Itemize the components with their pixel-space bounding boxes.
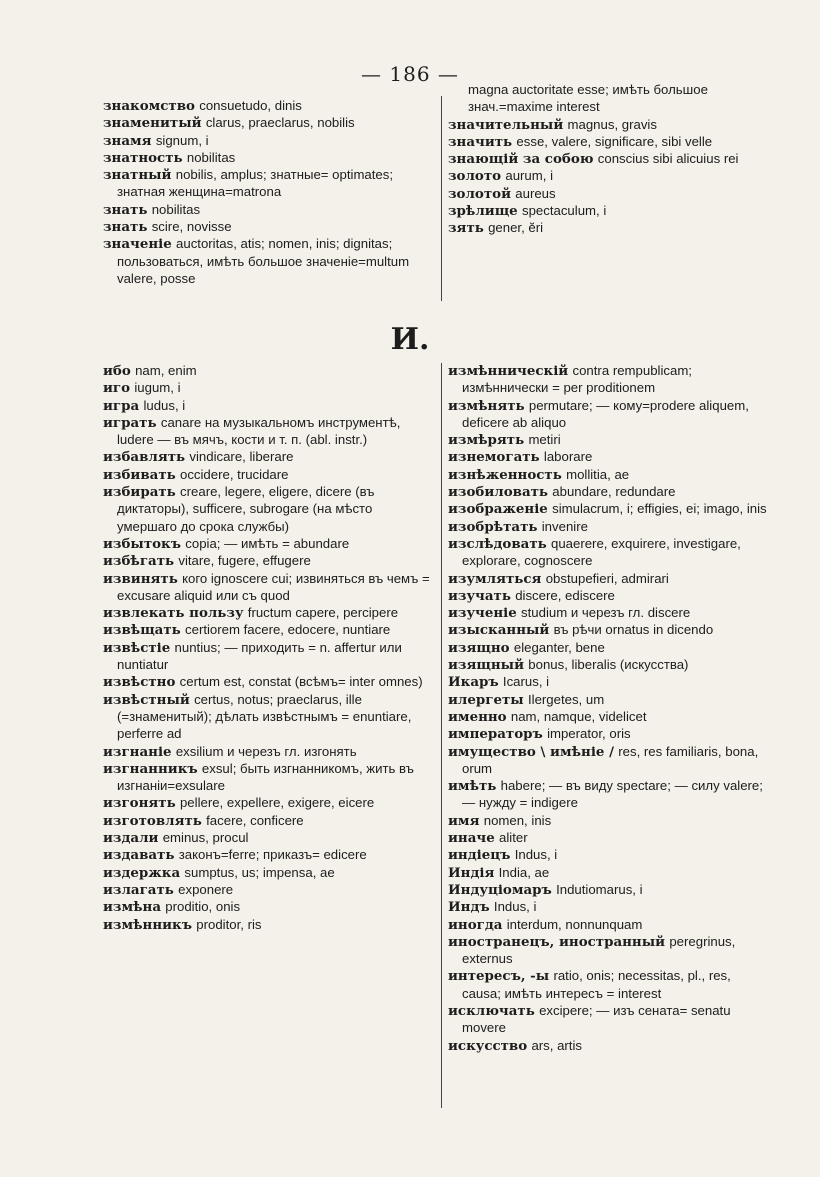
entry-translation: Icarus, i [502, 674, 550, 690]
entry-headword: искусство [448, 1037, 528, 1054]
entry-translation: clarus, praeclarus, nobilis [205, 115, 355, 131]
entry-headword: илергеты [448, 691, 524, 708]
dictionary-entry [448, 726, 770, 743]
entry-translation: eleganter, bene [513, 639, 605, 655]
entry-headword: изящно [448, 639, 510, 656]
entry-headword: извѣстный [103, 691, 190, 708]
entry-headword: значеніе [103, 236, 172, 253]
entry-headword: извѣщать [103, 622, 181, 639]
entry-translation: proditor, ris [196, 916, 262, 932]
entry-translation: кого ignoscere cui; извиняться въ чемъ = excusare aliquid или съ quod [117, 570, 430, 603]
column-divider-top [441, 96, 442, 301]
entry-translation: gener, ĕri [488, 220, 544, 236]
entry-translation: creare, legere, eligere, dicere (въ диктаторы), sufficere, subrogare (на мѣсто умершаго до срока службы) [117, 484, 375, 534]
entry-headword: значить [448, 133, 513, 150]
entry-headword: изумляться [448, 570, 542, 587]
entry-translation: laborare [543, 449, 593, 465]
dictionary-entry [103, 813, 435, 830]
dictionary-entry [448, 571, 770, 588]
entry-headword: иначе [448, 830, 495, 847]
entry-translation: nam, enim [135, 363, 197, 378]
entry-headword: игра [103, 397, 140, 414]
entry-headword: измѣна [103, 899, 162, 916]
dictionary-entry [448, 117, 770, 134]
entry-translation: aliter [499, 830, 528, 846]
dictionary-entry [448, 449, 770, 466]
entry-headword: золотой [448, 185, 512, 202]
dictionary-entry [448, 865, 770, 882]
entry-translation: exsilium и черезъ гл. изгонять [175, 743, 357, 759]
dictionary-entry [448, 847, 770, 864]
entry-headword: изгнанникъ [103, 760, 198, 777]
entry-translation: interdum, nonnunquam [506, 916, 643, 932]
entry-translation: peregrinus, externus [462, 933, 736, 967]
dictionary-entry [103, 795, 435, 812]
dictionary-entry [103, 449, 435, 466]
entry-translation: India, ae [498, 864, 550, 880]
dictionary-entry [103, 882, 435, 899]
entry-translation: magna auctoritate esse; имѣть большое знач.=maxime interest [468, 82, 708, 115]
entry-headword: излагать [103, 881, 174, 898]
dictionary-entry [448, 588, 770, 605]
entry-headword: значительный [448, 116, 564, 133]
dictionary-entry [448, 151, 770, 168]
entry-translation: ars, artis [531, 1037, 582, 1053]
entry-headword: изготовлять [103, 812, 202, 829]
dictionary-entry [103, 398, 435, 415]
entry-headword: избирать [103, 484, 176, 501]
entry-translation: pellere, expellere, exigere, eicere [179, 795, 375, 811]
entry-translation: imperator, oris [547, 726, 631, 742]
dictionary-entry [448, 536, 770, 571]
entry-headword: имя [448, 812, 480, 829]
entry-translation: magnus, gravis [567, 116, 657, 132]
dictionary-entry [448, 1003, 770, 1038]
dictionary-entry [448, 203, 770, 220]
entry-translation: certus, notus; praeclarus, ille (=знаменитый); дѣлать извѣстнымъ = enuntiare, perferre ad [117, 691, 412, 742]
dictionary-entry [103, 467, 435, 484]
entry-translation: nobilis, amplus; знатные= optimates; знатная женщина=matrona [117, 167, 394, 200]
entry-translation: invenire [541, 518, 588, 534]
entry-translation: contra rempublicam; измѣннически = per proditionem [462, 363, 692, 396]
entry-translation: bonus, liberalis (искусства) [528, 657, 689, 673]
entry-headword: изгнаніе [103, 743, 172, 760]
dictionary-entry [103, 674, 435, 691]
dictionary-entry [103, 692, 435, 744]
dictionary-entry [103, 553, 435, 570]
entry-translation: quaerere, exquirere, investigare, explorare, cognoscere [462, 535, 741, 569]
entry-headword: ибо [103, 363, 131, 379]
dictionary-entry [103, 133, 435, 150]
entry-headword: исключать [448, 1002, 535, 1019]
dictionary-entry [448, 1038, 770, 1055]
page-number: — 186 — [361, 62, 459, 86]
entry-translation: occidere, trucidare [179, 466, 289, 482]
entry-translation: aureus [515, 185, 556, 201]
entry-headword: Икаръ [448, 674, 499, 691]
entry-headword: имѣть [448, 778, 497, 795]
entry-translation: Indus, i [514, 847, 558, 863]
entry-headword: извлекать пользу [103, 605, 244, 622]
dictionary-entry [448, 744, 770, 779]
entry-translation: fructum capere, percipere [247, 605, 399, 621]
entry-headword: извинять [103, 570, 178, 587]
entry-headword: извѣстіе [103, 639, 171, 656]
entry-translation: habere; — въ виду spectare; — силу valere; — нужду = indigere [462, 778, 763, 811]
entry-headword: именно [448, 708, 507, 725]
entry-headword: избавлять [103, 449, 186, 466]
dictionary-entry [448, 432, 770, 449]
entry-headword: зять [448, 220, 484, 237]
dictionary-entry [448, 968, 770, 1003]
entry-translation: exponere [178, 881, 234, 897]
entry-headword: зрѣлище [448, 203, 518, 220]
dictionary-entry [103, 865, 435, 882]
entry-translation: законъ=ferre; приказъ= edicere [178, 847, 367, 863]
entry-translation: proditio, onis [165, 899, 241, 915]
dictionary-entry [103, 622, 435, 639]
entry-translation: copia; — имѣть = abundare [185, 535, 350, 551]
entry-headword: изящный [448, 657, 525, 674]
dictionary-entry [448, 467, 770, 484]
entry-headword: иго [103, 380, 131, 397]
entry-headword: избивать [103, 466, 176, 483]
dictionary-entry [103, 380, 435, 397]
dictionary-entry [103, 98, 435, 115]
entry-translation: spectaculum, i [521, 203, 607, 219]
entry-translation: discere, ediscere [515, 587, 615, 603]
entry-translation: въ рѣчи ornatus in dicendo [553, 622, 714, 638]
entry-translation: simulacrum, i; effigies, ei; imago, inis [552, 501, 767, 517]
dictionary-entry [103, 219, 435, 236]
entry-translation: certiorem facere, edocere, nuntiare [185, 622, 391, 638]
entry-headword: знатность [103, 149, 183, 166]
dictionary-entry [448, 168, 770, 185]
entry-headword: императоръ [448, 726, 543, 743]
dictionary-entry [448, 220, 770, 237]
dictionary-entry [448, 813, 770, 830]
dictionary-entry [103, 744, 435, 761]
dictionary-entry [448, 778, 770, 813]
dictionary-entry [448, 830, 770, 847]
entry-headword: измѣнникъ [103, 916, 193, 933]
dictionary-entry [448, 709, 770, 726]
dictionary-entry [448, 692, 770, 709]
dictionary-entry [103, 167, 435, 202]
dictionary-entry [103, 640, 435, 675]
entry-headword: Индуціомаръ [448, 881, 552, 898]
entry-headword: Индъ [448, 899, 490, 916]
entry-translation: aurum, i [505, 168, 553, 184]
entry-headword: избѣгать [103, 553, 175, 570]
dictionary-entry [103, 484, 435, 536]
dictionary-entry [103, 761, 435, 796]
entry-translation: permutare; — кому=prodere aliquem, deficere ab aliquo [462, 397, 749, 430]
dictionary-entry [103, 150, 435, 167]
entry-translation: exsul; быть изгнанникомъ, жить въ изгнаніи=exsulare [117, 760, 414, 794]
dictionary-entry [448, 640, 770, 657]
entry-headword: изнѣженность [448, 466, 562, 483]
entry-headword: извѣстно [103, 674, 176, 691]
section-letter: И. [390, 322, 430, 357]
entry-headword: избытокъ [103, 535, 182, 552]
dictionary-entry [448, 657, 770, 674]
entry-translation: excipere; — изъ сената= senatu movere [462, 1002, 731, 1036]
entry-translation: canare на музыкальномъ инструментѣ, ludere — въ мячъ, кости и т. п. (abl. instr.) [117, 414, 401, 448]
dictionary-entry [103, 830, 435, 847]
entry-translation: abundare, redundare [552, 484, 676, 500]
dictionary-entry [448, 882, 770, 899]
entry-headword: изнемогать [448, 449, 540, 466]
entry-translation: vitare, fugere, effugere [178, 553, 311, 569]
entry-headword: знать [103, 219, 148, 236]
top-left-column [103, 98, 435, 288]
entry-headword: изгонять [103, 795, 176, 812]
entry-translation: nobilitas [151, 201, 201, 217]
entry-translation: nam, namque, videlicet [510, 708, 647, 724]
entry-headword: изображеніе [448, 501, 548, 518]
entry-translation: Indus, i [493, 899, 537, 915]
dictionary-entry [448, 186, 770, 203]
entry-headword: изысканный [448, 622, 550, 639]
entry-headword: иногда [448, 916, 503, 933]
bottom-right-column [448, 363, 770, 1055]
dictionary-entry [103, 899, 435, 916]
entry-headword: издавать [103, 847, 175, 864]
entry-translation: nomen, inis [483, 812, 552, 828]
dictionary-entry [103, 236, 435, 288]
entry-translation: mollitia, ae [566, 466, 630, 482]
dictionary-entry [448, 674, 770, 691]
entry-headword: знатный [103, 167, 172, 184]
entry-headword: знамя [103, 132, 152, 149]
top-right-column [448, 82, 770, 238]
entry-headword: знаменитый [103, 115, 202, 132]
dictionary-entry [448, 917, 770, 934]
entry-translation: Indutiomarus, i [556, 881, 643, 897]
entry-translation: signum, i [155, 132, 209, 148]
entry-headword: знать [103, 201, 148, 218]
entry-headword: изслѣдовать [448, 535, 547, 552]
entry-headword: знакомство [103, 98, 195, 114]
entry-headword: знающій за собою [448, 151, 594, 168]
entry-translation: eminus, procul [162, 830, 249, 846]
dictionary-entry [103, 571, 435, 606]
entry-translation: nobilitas [186, 149, 236, 165]
entry-headword: измѣрять [448, 432, 525, 449]
entry-headword: индіецъ [448, 847, 511, 864]
entry-translation: conscius sibi alicuius rei [597, 151, 739, 167]
entry-translation: iugum, i [134, 380, 181, 396]
entry-headword: издержка [103, 864, 181, 881]
entry-translation: Ilergetes, um [527, 691, 605, 707]
entry-translation: res, res familiaris, bona, orum [462, 743, 759, 776]
entry-translation: certum est, constat (всѣмъ= inter omnes) [179, 674, 423, 690]
entry-headword: имущество \ имѣніе / [448, 743, 614, 760]
dictionary-entry [103, 363, 435, 380]
entry-headword: изобиловать [448, 484, 549, 501]
dictionary-entry [448, 82, 770, 117]
entry-headword: измѣнническій [448, 363, 569, 379]
entry-translation: studium и черезъ гл. discere [521, 605, 691, 621]
dictionary-entry [103, 917, 435, 934]
entry-translation: metiri [528, 432, 561, 448]
dictionary-entry [448, 605, 770, 622]
dictionary-entry [448, 134, 770, 151]
entry-translation: nuntius; — приходить = n. affertur или nuntiatur [117, 639, 402, 673]
entry-translation: auctoritas, atis; nomen, inis; dignitas; пользоваться, имѣть большое значеніе=multum valere, posse [117, 236, 410, 286]
dictionary-entry [448, 519, 770, 536]
column-divider-bottom [441, 363, 442, 1108]
entry-headword: изучать [448, 587, 511, 604]
entry-translation: ludus, i [143, 397, 186, 413]
entry-headword: иностранецъ, иностранный [448, 933, 666, 950]
dictionary-entry [448, 484, 770, 501]
entry-headword: издали [103, 830, 159, 847]
entry-headword: Индія [448, 864, 495, 881]
dictionary-entry [448, 398, 770, 433]
entry-translation: vindicare, liberare [189, 449, 294, 465]
entry-translation: facere, conficere [206, 812, 304, 828]
dictionary-entry [448, 622, 770, 639]
dictionary-entry [103, 847, 435, 864]
dictionary-entry [103, 536, 435, 553]
entry-headword: золото [448, 168, 502, 185]
entry-translation: sumptus, us; impensa, ae [184, 864, 335, 880]
dictionary-entry [103, 202, 435, 219]
entry-headword: измѣнять [448, 397, 525, 414]
dictionary-entry [103, 605, 435, 622]
dictionary-entry [103, 415, 435, 450]
dictionary-entry [103, 115, 435, 132]
dictionary-entry [448, 363, 770, 398]
entry-translation: ratio, onis; necessitas, pl., res, causa; имѣть интересъ = interest [462, 968, 731, 1001]
entry-translation: scire, novisse [151, 219, 232, 235]
entry-headword: изученіе [448, 605, 517, 622]
dictionary-entry [448, 934, 770, 969]
dictionary-entry [448, 899, 770, 916]
dictionary-entry [448, 501, 770, 518]
entry-translation: consuetudo, dinis [199, 98, 302, 113]
entry-headword: играть [103, 414, 157, 431]
entry-headword: изобрѣтать [448, 518, 538, 535]
entry-headword: интересъ, -ы [448, 968, 550, 985]
bottom-left-column [103, 363, 435, 934]
entry-translation: esse, valere, significare, sibi velle [516, 133, 713, 149]
entry-translation: obstupefieri, admirari [545, 570, 669, 586]
